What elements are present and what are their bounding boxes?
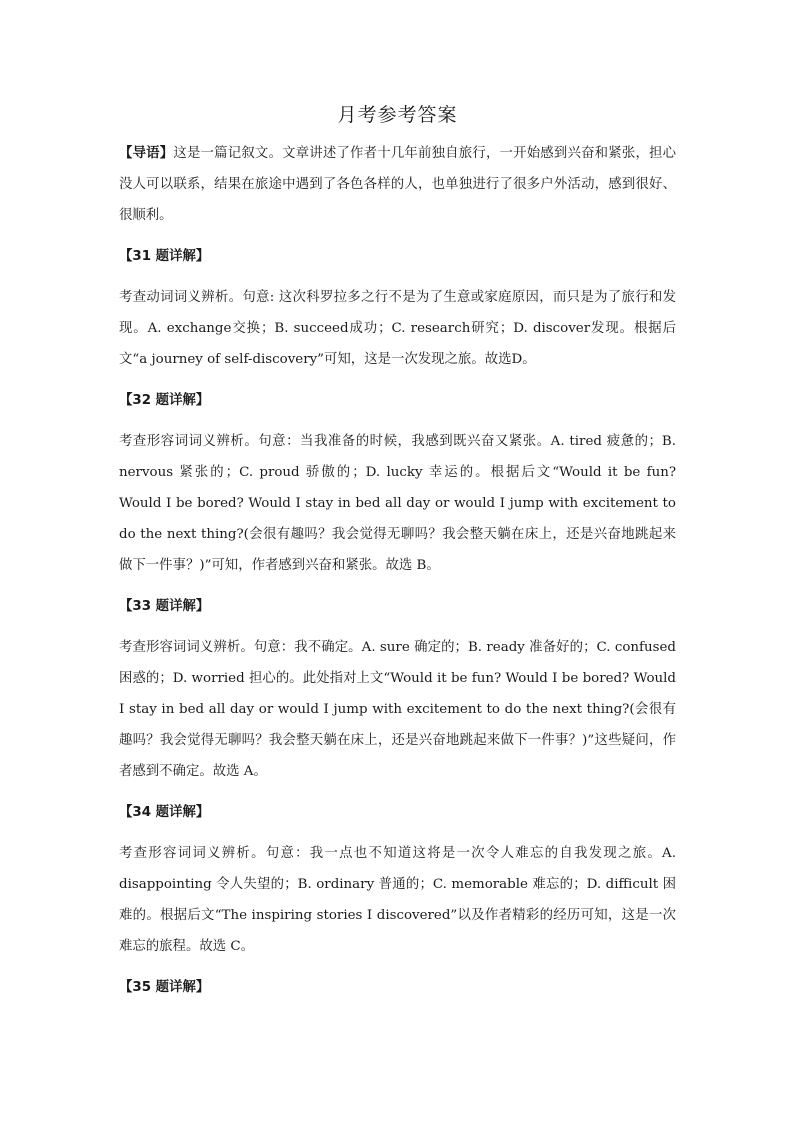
page-title: 月考参考答案 bbox=[337, 104, 458, 126]
section-heading-33: 【33 题详解】 bbox=[119, 599, 210, 614]
section-body-33: 考查形容词词义辨析。句意：我不确定。A. sure 确定的；B. ready 准备好的；C. confused 困惑的；D. worried 担心的。此处指对上文“Would it be fun? Would I be bored? Would I stay in bed all day or would I jump with excitement to do the next thing?(会很有趣吗？我会觉得无聊吗？我会整天躺在床上，还是兴奋地跳起来做下一件事？)”这些疑问，作者感到不确定。故选 A。 bbox=[119, 640, 676, 779]
intro-tag: 【导语】 bbox=[119, 146, 174, 161]
intro-text: 这是一篇记叙文。文章讲述了作者十几年前独自旅行，一开始感到兴奋和紧张，担心没人可以联系，结果在旅途中遇到了各色各样的人，也单独进行了很多户外活动，感到很好、很顺利。 bbox=[119, 146, 677, 223]
section-body-31: 考查动词词义辨析。句意: 这次科罗拉多之行不是为了生意或家庭原因，而只是为了旅行和发现。A. exchange交换；B. succeed成功；C. research研究；D. discover发现。根据后文“a journey of self-discovery”可知，这是一次发现之旅。故选D。 bbox=[119, 290, 676, 367]
answer-document bbox=[119, 100, 676, 1013]
section-heading-32: 【32 题详解】 bbox=[119, 393, 210, 408]
intro-paragraph bbox=[119, 138, 676, 231]
section-heading-34: 【34 题详解】 bbox=[119, 805, 210, 820]
section-body-32: 考查形容词词义辨析。句意：当我准备的时候，我感到既兴奋又紧张。A. tired 疲惫的；B. nervous 紧张的；C. proud 骄傲的；D. lucky 幸运的。根据后文“Would it be fun? Would I be bored? Would I stay in bed all day or would I jump with excitement to do the next thing?(会很有趣吗？我会觉得无聊吗？我会整天躺在床上，还是兴奋地跳起来做下一件事？)”可知，作者感到兴奋和紧张。故选 B。 bbox=[119, 434, 676, 573]
section-heading-35: 【35 题详解】 bbox=[119, 980, 210, 995]
section-heading-31: 【31 题详解】 bbox=[119, 249, 210, 264]
section-body-34: 考查形容词词义辨析。句意：我一点也不知道这将是一次令人难忘的自我发现之旅。A. disappointing 令人失望的；B. ordinary 普通的；C. memorable 难忘的；D. difficult 困难的。根据后文“The inspiring stories I discovered”以及作者精彩的经历可知，这是一次难忘的旅程。故选 C。 bbox=[119, 846, 676, 954]
